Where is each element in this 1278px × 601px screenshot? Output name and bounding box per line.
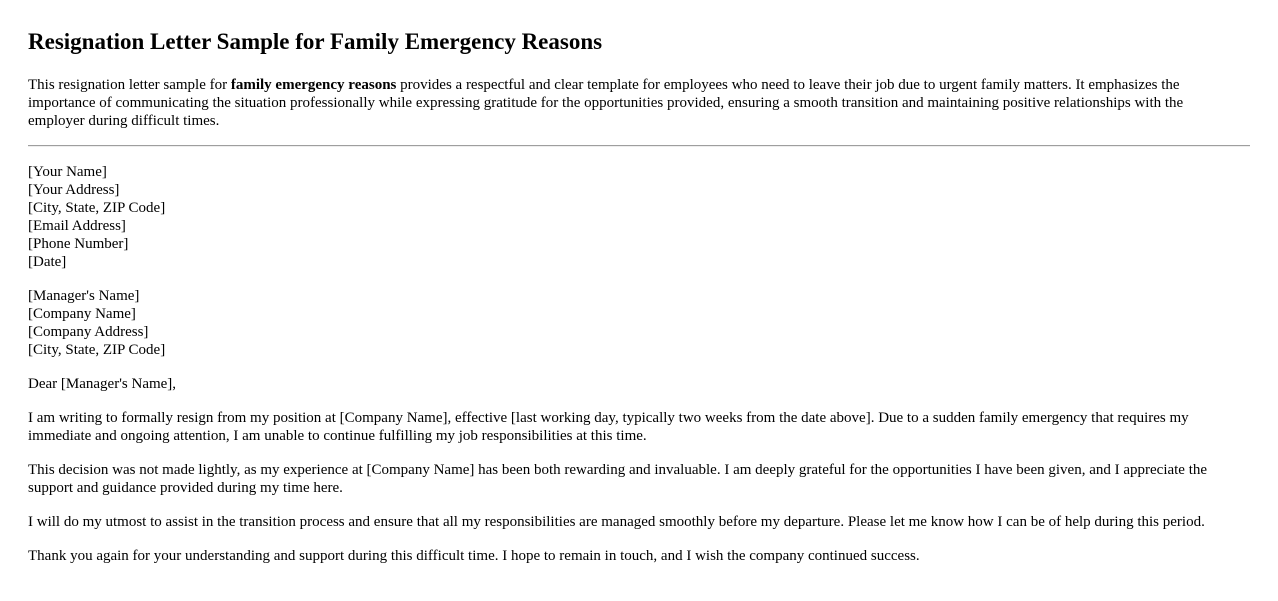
intro-text-after: provides a respectful and clear template for employees who need to leave their job due to urgent family matters. It emphasizes the importance of communicating the situation professionally while expressing gratitude for the opportunities provided, ensuring a smooth transition and maintaining positive relationships with the employer during difficult times. <box>28 77 1184 129</box>
sender-phone: [Phone Number] <box>28 236 129 252</box>
page-title: Resignation Letter Sample for Family Emergency Reasons <box>28 29 603 54</box>
body-paragraph-1: I am writing to formally resign from my position at [Company Name], effective [last working day, typically two weeks from the date above]. Due to a sudden family emergency that requires my immediate and ongoing attention, I am unable to continue fulfilling my job responsibilities at this time. <box>28 410 1189 444</box>
intro-bold-phrase: family emergency reasons <box>230 77 397 93</box>
body-paragraph-4: Thank you again for your understanding and support during this difficult time. I hope to remain in touch, and I wish the company continued success. <box>28 548 920 564</box>
letter-date: [Date] <box>28 254 67 270</box>
salutation: Dear [Manager's Name], <box>28 376 177 392</box>
sender-address-block <box>28 163 1250 271</box>
body-paragraph-2: This decision was not made lightly, as my experience at [Company Name] has been both rewarding and invaluable. I am deeply grateful for the opportunities I have been given, and I appreciate the support and guidance provided during my time here. <box>28 462 1208 496</box>
recipient-manager-name: [Manager's Name] <box>28 288 140 304</box>
sender-address: [Your Address] <box>28 182 120 198</box>
section-divider <box>28 145 1250 147</box>
body-paragraph-3: I will do my utmost to assist in the transition process and ensure that all my responsibilities are managed smoothly before my departure. Please let me know how I can be of help during this period. <box>28 514 1205 530</box>
recipient-city-state-zip: [City, State, ZIP Code] <box>28 342 166 358</box>
recipient-company-address: [Company Address] <box>28 324 149 340</box>
intro-text-before: This resignation letter sample for <box>28 77 231 93</box>
intro-paragraph <box>28 76 1242 130</box>
recipient-address-block <box>28 287 1250 359</box>
sender-email: [Email Address] <box>28 218 126 234</box>
sender-city-state-zip: [City, State, ZIP Code] <box>28 200 166 216</box>
sender-name: [Your Name] <box>28 164 107 180</box>
recipient-company-name: [Company Name] <box>28 306 136 322</box>
